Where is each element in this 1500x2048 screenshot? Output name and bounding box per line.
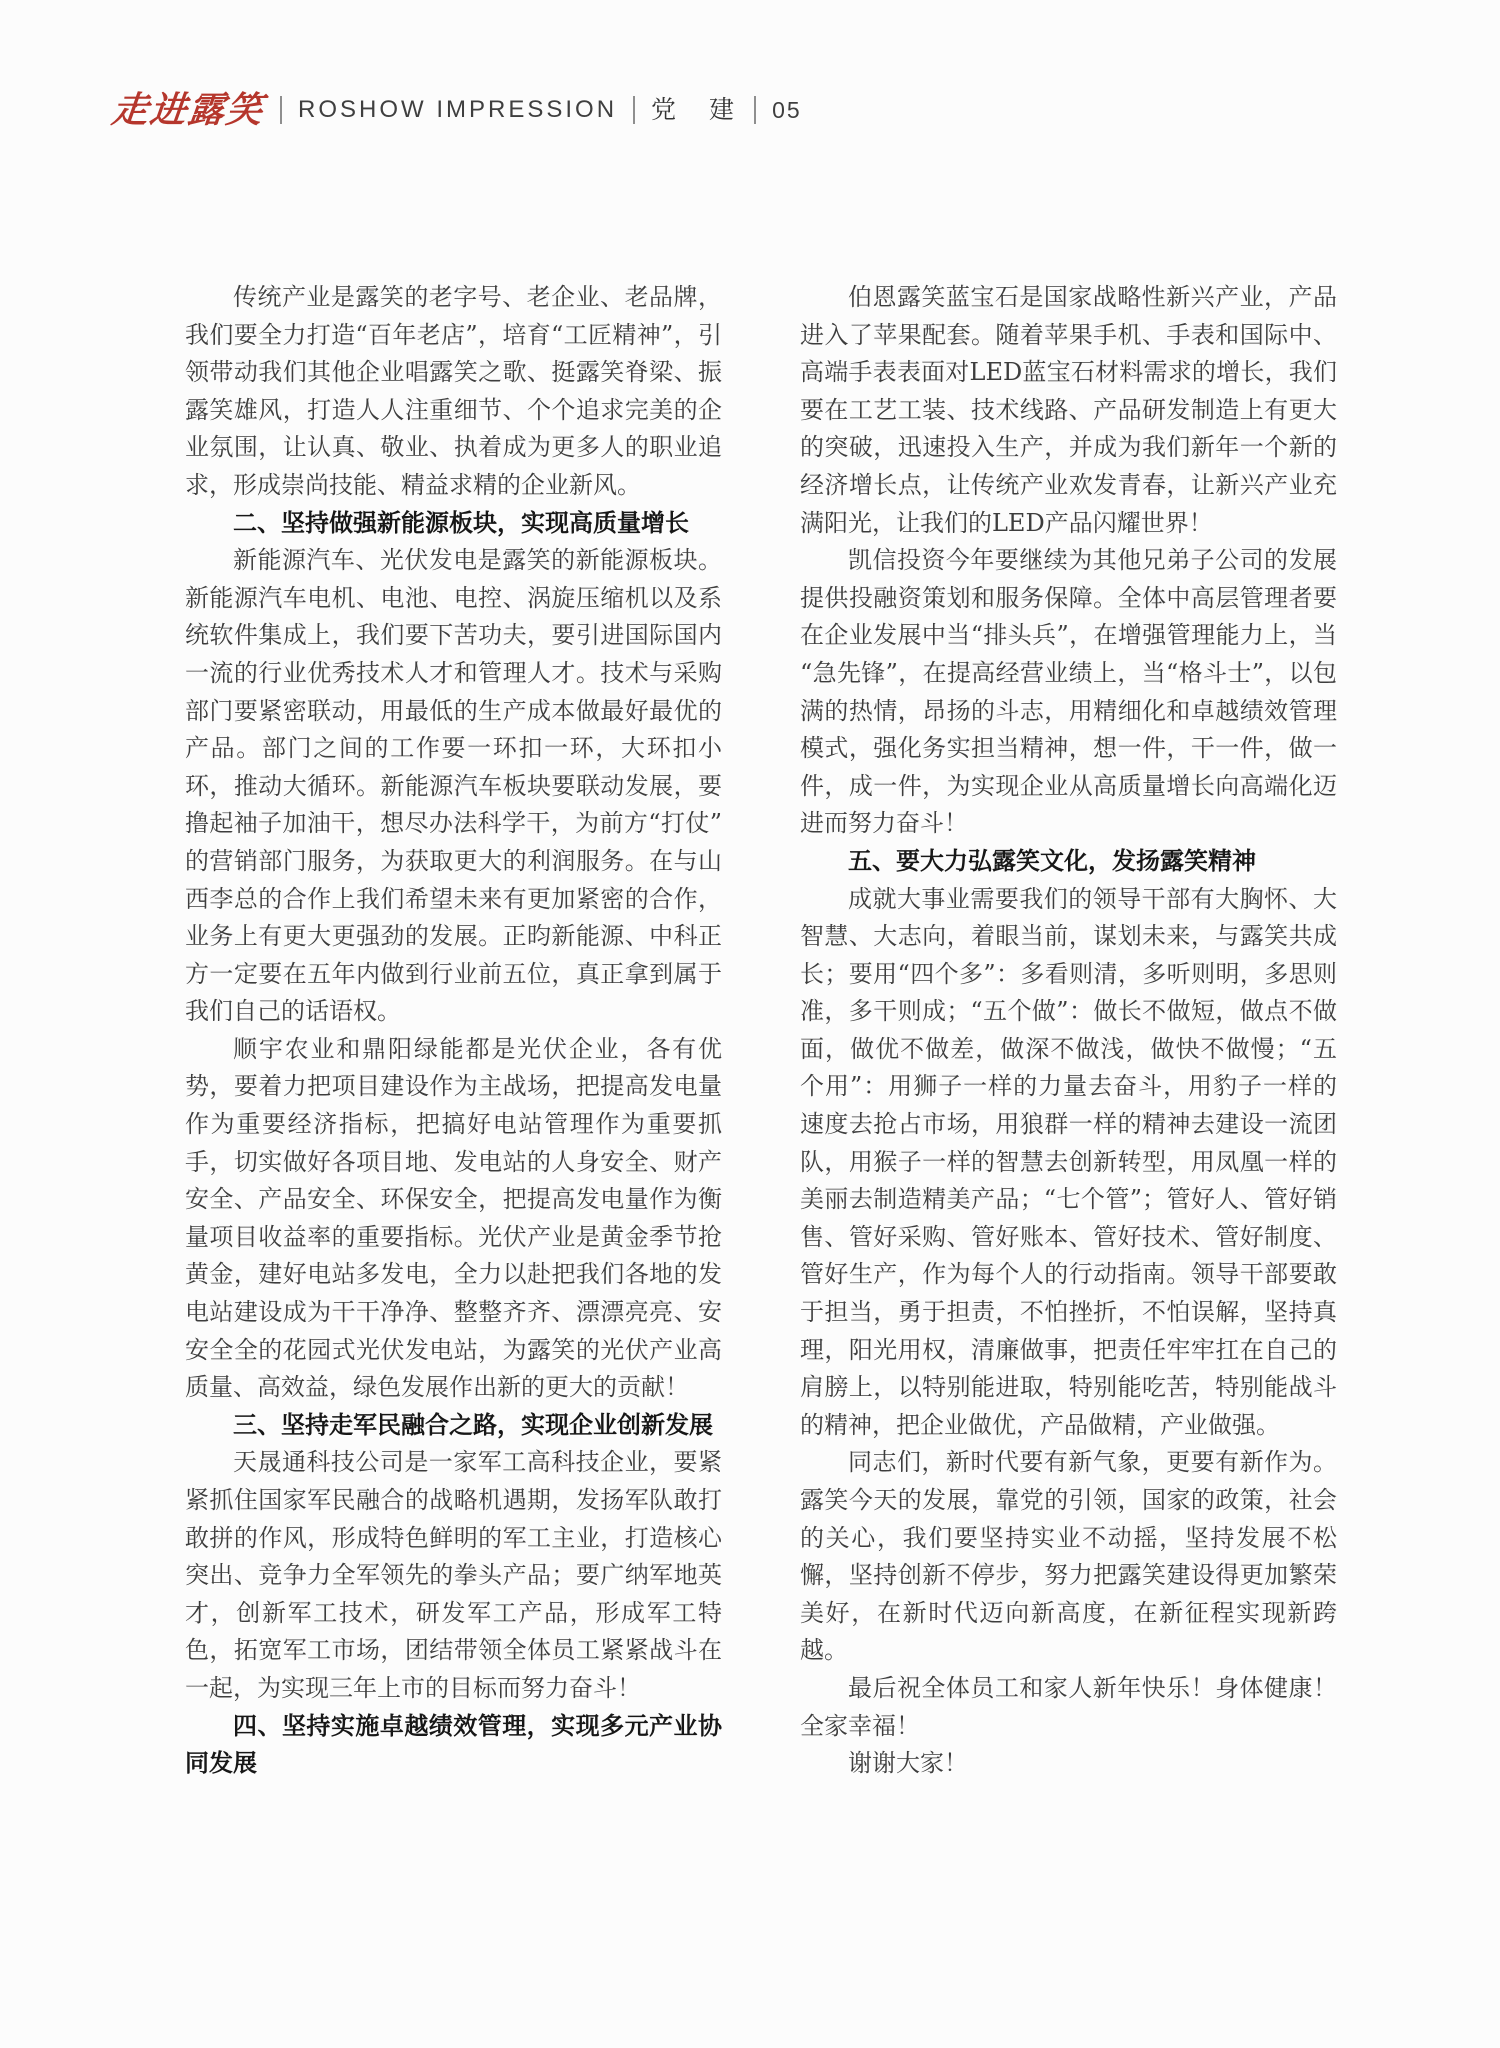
header-divider-icon xyxy=(754,96,756,124)
paragraph: 伯恩露笑蓝宝石是国家战略性新兴产业，产品进入了苹果配套。随着苹果手机、手表和国际中、高端手表表面对LED蓝宝石材料需求的增长，我们要在工艺工装、技术线路、产品研发制造上有更大的突破，迅速投入生产，并成为我们新年一个新的经济增长点，让传统产业欢发青春，让新兴产业充满阳光，让我们的LED产品闪耀世界！ xyxy=(800,283,1337,537)
paragraph: 天晟通科技公司是一家军工高科技企业，要紧紧抓住国家军民融合的战略机遇期，发扬军队敢打敢拼的作风，形成特色鲜明的军工主业，打造核心突出、竞争力全军领先的拳头产品；要广纳军地英才，创新军工技术，研发军工产品，形成军工特色，拓宽军工市场，团结带领全体员工紧紧战斗在一起，为实现三年上市的目标而努力奋斗！ xyxy=(185,1448,722,1702)
section-heading: 四、坚持实施卓越绩效管理，实现多元产业协同发展 xyxy=(185,1711,722,1778)
section-heading: 二、坚持做强新能源板块，实现高质量增长 xyxy=(233,508,689,537)
section-heading: 三、坚持走军民融合之路，实现企业创新发展 xyxy=(233,1410,713,1439)
paragraph: 新能源汽车、光伏发电是露笑的新能源板块。新能源汽车电机、电池、电控、涡旋压缩机以及系统软件集成上，我们要下苦功夫，要引进国际国内一流的行业优秀技术人才和管理人才。技术与采购部门要紧密联动，用最低的生产成本做最好最优的产品。部门之间的工作要一环扣一环，大环扣小环，推动大循环。新能源汽车板块要联动发展，要撸起袖子加油干，想尽办法科学干，为前方“打仗”的营销部门服务，为获取更大的利润服务。在与山西李总的合作上我们希望未来有更加紧密的合作，业务上有更大更强劲的发展。正昀新能源、中科正方一定要在五年内做到行业前五位，真正拿到属于我们自己的话语权。 xyxy=(185,546,722,1026)
page-header xyxy=(109,86,802,134)
section-heading: 五、要大力弘露笑文化，发扬露笑精神 xyxy=(848,846,1256,875)
article-column-right xyxy=(800,279,1337,1783)
magazine-title: ROSHOW IMPRESSION xyxy=(298,96,618,123)
header-divider-icon xyxy=(280,96,282,124)
header-divider-icon xyxy=(633,96,635,124)
paragraph: 成就大事业需要我们的领导干部有大胸怀、大智慧、大志向，着眼当前，谋划未来，与露笑共成长；要用“四个多”：多看则清，多听则明，多思则准，多干则成；“五个做”：做长不做短，做点不做面，做优不做差，做深不做浅，做快不做慢；“五个用”：用狮子一样的力量去奋斗，用豹子一样的速度去抢占市场，用狼群一样的精神去建设一流团队，用猴子一样的智慧去创新转型，用凤凰一样的美丽去制造精美产品；“七个管”；管好人、管好销售、管好采购、管好账本、管好技术、管好制度、管好生产，作为每个人的行动指南。领导干部要敢于担当，勇于担责，不怕挫折，不怕误解，坚持真理，阳光用权，清廉做事，把责任牢牢扛在自己的肩膀上，以特别能进取，特别能吃苦，特别能战斗的精神，把企业做优，产品做精，产业做强。 xyxy=(800,884,1337,1439)
paragraph: 凯信投资今年要继续为其他兄弟子公司的发展提供投融资策划和服务保障。全体中高层管理者要在企业发展中当“排头兵”，在增强管理能力上，当“急先锋”，在提高经营业绩上，当“格斗士”，以包满的热情，昂扬的斗志，用精细化和卓越绩效管理模式，强化务实担当精神，想一件，干一件，做一件，成一件，为实现企业从高质量增长向高端化迈进而努力奋斗！ xyxy=(800,546,1337,838)
article-column-left xyxy=(185,279,722,1783)
page-number: 05 xyxy=(772,96,802,123)
section-title: 党 建 xyxy=(651,95,739,124)
paragraph: 最后祝全体员工和家人新年快乐！身体健康！全家幸福！ xyxy=(800,1673,1337,1740)
paragraph: 同志们，新时代要有新气象，更要有新作为。露笑今天的发展，靠党的引领，国家的政策，社会的关心，我们要坚持实业不动摇，坚持发展不松懈，坚持创新不停步，努力把露笑建设得更加繁荣美好，在新时代迈向新高度，在新征程实现新跨越。 xyxy=(800,1448,1337,1665)
paragraph: 传统产业是露笑的老字号、老企业、老品牌，我们要全力打造“百年老店”，培育“工匠精神”，引领带动我们其他企业唱露笑之歌、挺露笑脊梁、振露笑雄风，打造人人注重细节、个个追求完美的企业氛围，让认真、敬业、执着成为更多人的职业追求，形成崇尚技能、精益求精的企业新风。 xyxy=(185,283,722,499)
paragraph: 顺宇农业和鼎阳绿能都是光伏企业，各有优势，要着力把项目建设作为主战场，把提高发电量作为重要经济指标，把搞好电站管理作为重要抓手，切实做好各项目地、发电站的人身安全、财产安全、产品安全、环保安全，把提高发电量作为衡量项目收益率的重要指标。光伏产业是黄金季节抢黄金，建好电站多发电，全力以赴把我们各地的发电站建设成为干干净净、整整齐齐、漂漂亮亮、安安全全的花园式光伏发电站，为露笑的光伏产业高质量、高效益，绿色发展作出新的更大的贡献！ xyxy=(185,1034,722,1402)
paragraph: 谢谢大家！ xyxy=(848,1749,968,1778)
roshow-logo: 走进露笑 xyxy=(109,89,267,131)
